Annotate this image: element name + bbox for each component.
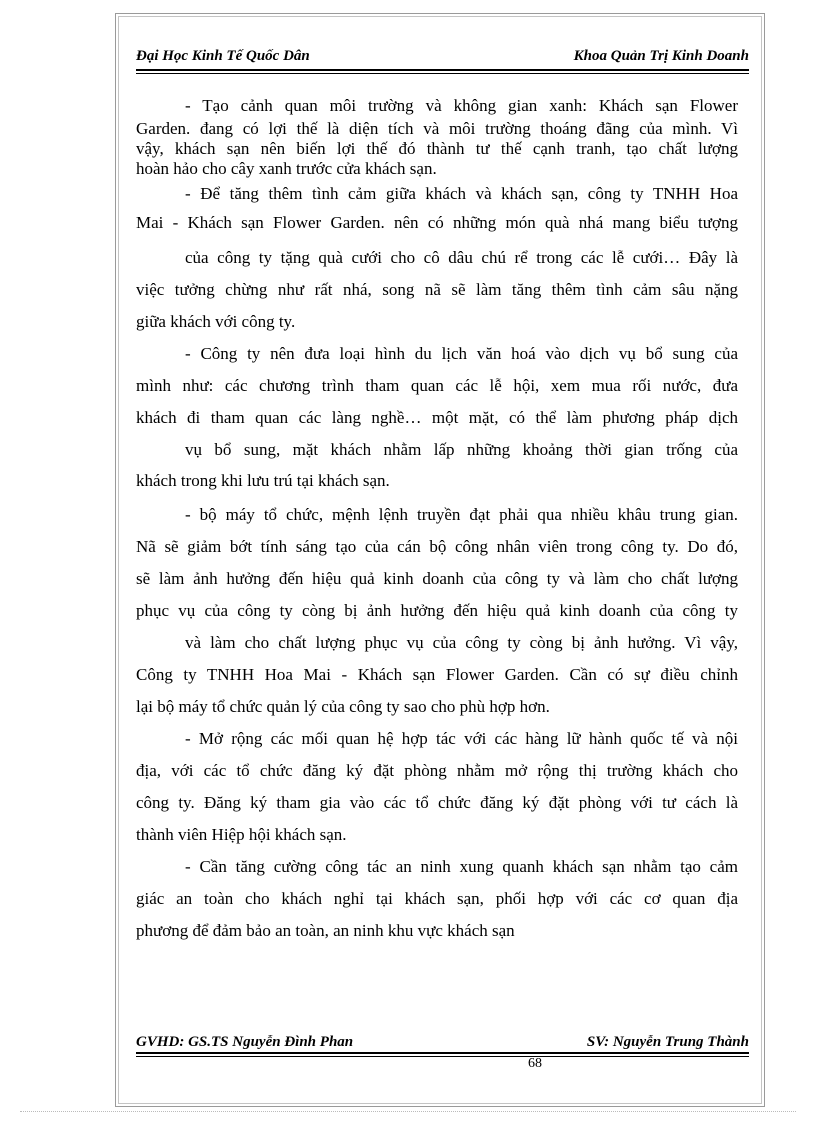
body-line: công ty. Đăng ký tham gia vào các tổ chức đăng ký đặt phòng với tư cách là [136,793,738,812]
page-header [136,46,749,68]
body-line: - Công ty nên đưa loại hình du lịch văn hoá vào dịch vụ bổ sung của [185,344,738,363]
page-number: 68 [528,1056,542,1071]
body-line: khách trong khi lưu trú tại khách sạn. [136,471,390,490]
body-line: Nã sẽ giảm bớt tính sáng tạo của cán bộ công nhân viên trong công ty. Do đó, [136,537,738,556]
body-line: địa, với các tổ chức đăng ký đặt phòng nhằm mở rộng thị trường khách cho [136,761,738,780]
body-line: mình như: các chương trình tham quan các lễ hội, xem mua rối nước, đưa [136,376,738,395]
header-rule-thick [136,69,749,71]
footer-rule-thick [136,1052,749,1054]
footer-rule-thin [136,1056,749,1057]
body-line: - Cần tăng cường công tác an ninh xung quanh khách sạn nhằm tạo cảm [185,857,738,876]
header-university: Đại Học Kinh Tế Quốc Dân [136,48,310,64]
body-line: giữa khách với công ty. [136,312,296,331]
body-line: phục vụ của công ty còng bị ảnh hưởng đến hiệu quả kinh doanh của công ty [136,601,738,620]
page-footer [136,1034,749,1054]
body-line: Mai - Khách sạn Flower Garden. nên có những món quà nhá mang biểu tượng [136,213,738,232]
body-line: lại bộ máy tổ chức quản lý của công ty sao cho phù hợp hơn. [136,697,550,716]
body-line: - Tạo cảnh quan môi trường và không gian xanh: Khách sạn Flower [185,96,738,115]
body-line: - Để tăng thêm tình cảm giữa khách và khách sạn, công ty TNHH Hoa [185,184,738,203]
header-rule-thin [136,73,749,74]
body-line: giác an toàn cho khách nghỉ tại khách sạn, phối hợp với các cơ quan địa [136,889,738,908]
header-faculty: Khoa Quản Trị Kinh Doanh [573,48,749,64]
body-line: việc tưởng chừng như rất nhá, song nã sẽ làm tăng thêm tình cảm sâu nặng [136,280,738,299]
body-line: sẽ làm ảnh hưởng đến hiệu quả kinh doanh của công ty và làm cho chất lượng [136,569,738,588]
body-line: vậy, khách sạn nên biến lợi thế đó thành tư thế cạnh tranh, tạo chất lượng [136,139,738,158]
body-line: vụ bổ sung, mặt khách nhằm lấp những khoảng thời gian trống của [185,440,738,459]
page-break-dotted-line [20,1111,796,1112]
body-line: Công ty TNHH Hoa Mai - Khách sạn Flower Garden. Cần có sự điều chỉnh [136,665,738,684]
body-line: khách đi tham quan các làng nghề… một mặt, có thể làm phương pháp dịch [136,408,738,427]
body-line: hoàn hảo cho cây xanh trước cửa khách sạn. [136,159,437,178]
body-line: Garden. đang có lợi thế là diện tích và môi trường thoáng đãng của mình. Vì [136,119,738,138]
footer-advisor: GVHD: GS.TS Nguyễn Đình Phan [136,1034,354,1050]
body-line: - bộ máy tổ chức, mệnh lệnh truyền đạt phải qua nhiều khâu trung gian. [185,505,738,524]
body-line: thành viên Hiệp hội khách sạn. [136,825,347,844]
footer-student: SV: Nguyễn Trung Thành [586,1034,749,1050]
body-line: và làm cho chất lượng phục vụ của công ty còng bị ảnh hưởng. Vì vậy, [185,633,738,652]
body-line: phương để đảm bảo an toàn, an ninh khu vực khách sạn [136,921,515,940]
body-line: của công ty tặng quà cưới cho cô dâu chú rể trong các lễ cưới… Đây là [185,248,738,267]
body-line: - Mở rộng các mối quan hệ hợp tác với các hàng lữ hành quốc tế và nội [185,729,738,748]
